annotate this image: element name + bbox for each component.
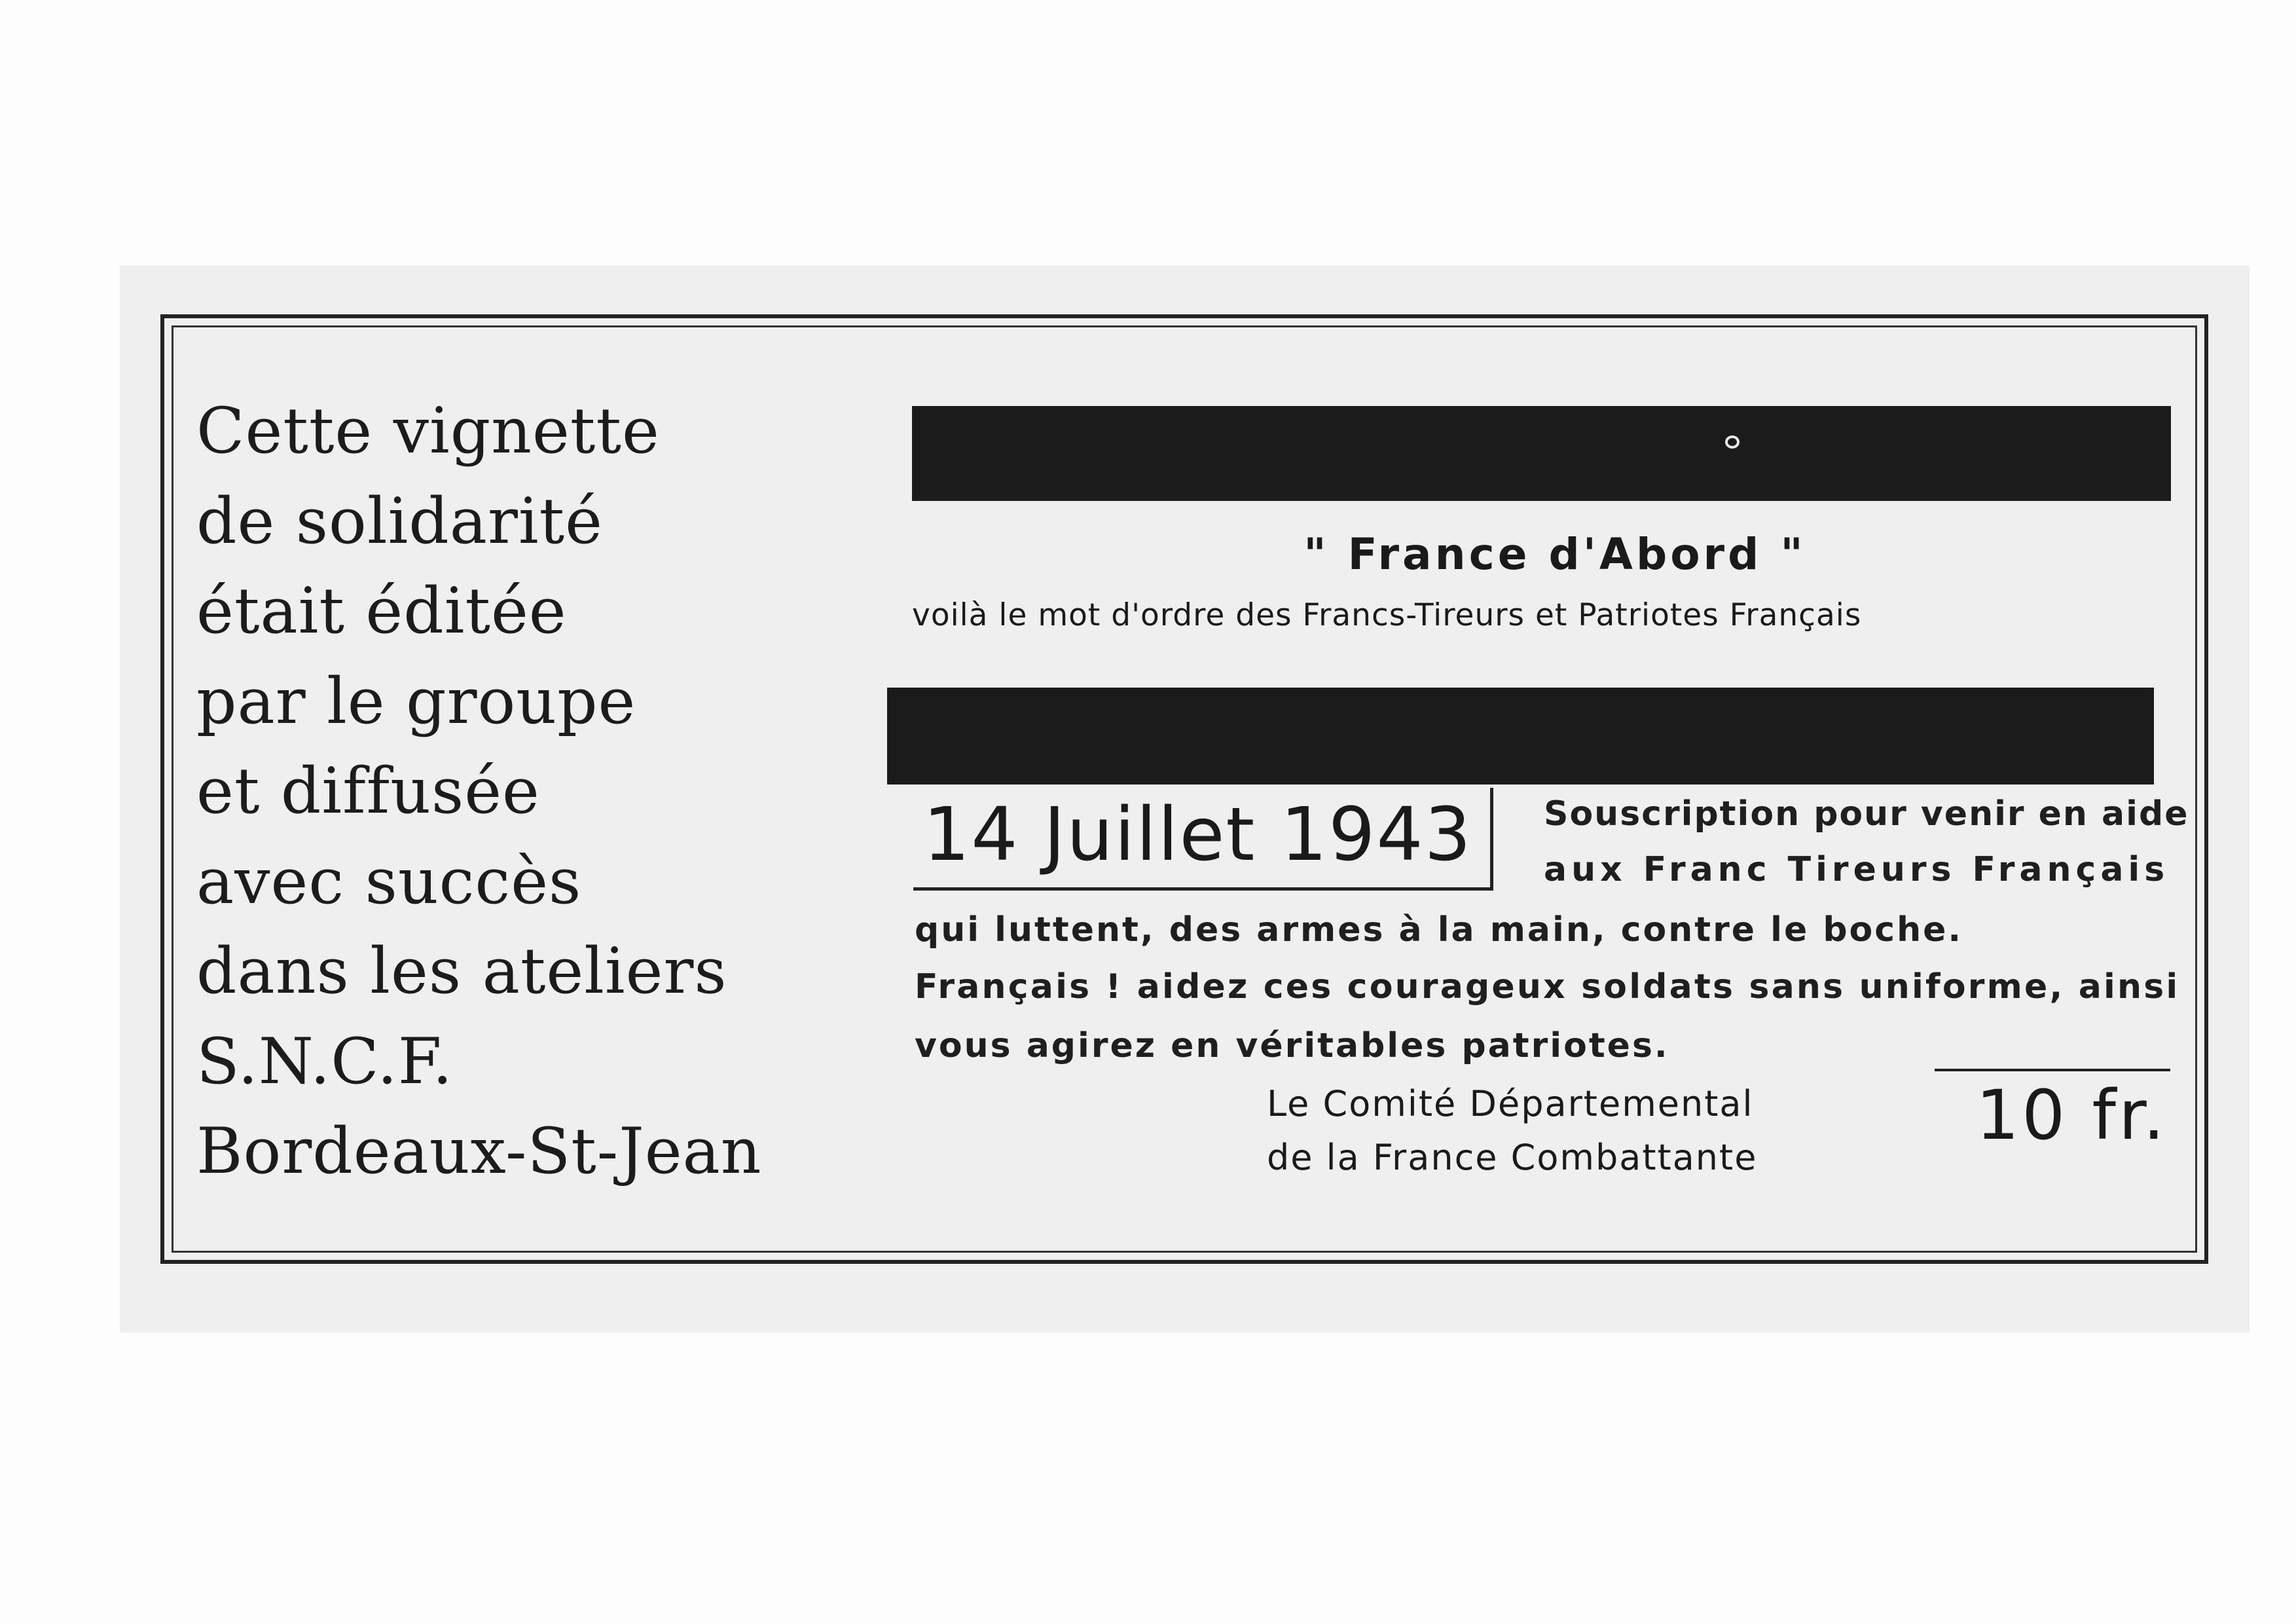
caption-line: et diffusée — [196, 754, 540, 828]
subscription-line: Souscription pour venir en aide — [1544, 794, 2189, 834]
signature-block — [1267, 1077, 1757, 1185]
price-label: 10 fr. — [1976, 1075, 2168, 1155]
appeal-line: qui luttent, des armes à la main, contre le boche. — [915, 910, 1963, 950]
caption-line: dans les ateliers — [196, 934, 727, 1008]
banner-dot-mark — [1725, 435, 1740, 449]
appeal-line: Français ! aidez ces courageux soldats sans uniforme, ainsi — [915, 967, 2180, 1006]
price-rule — [1935, 1069, 2170, 1071]
subscription-line: aux Franc Tireurs Français — [1544, 850, 2170, 889]
caption-line: Cette vignette — [196, 394, 660, 468]
vignette-slogan: " France d'Abord " — [1303, 529, 1806, 580]
caption-line: par le groupe — [196, 664, 636, 738]
caption-line: Bordeaux-St-Jean — [196, 1115, 762, 1188]
signature-line: de la France Combattante — [1267, 1137, 1758, 1178]
caption-line: de solidarité — [196, 484, 603, 558]
caption-line: avec succès — [196, 844, 582, 918]
signature-line: Le Comité Départemental — [1267, 1083, 1754, 1124]
vignette-date: 14 Juillet 1943 — [923, 792, 1472, 877]
black-banner-top — [912, 406, 2171, 501]
appeal-line: vous agirez en véritables patriotes. — [915, 1026, 1669, 1065]
vignette-motto: voilà le mot d'ordre des Francs-Tireurs et Patriotes Français — [912, 597, 1862, 633]
black-banner-middle — [887, 688, 2154, 784]
caption-line: S.N.C.F. — [196, 1024, 453, 1098]
caption-text — [196, 386, 890, 1197]
caption-line: était éditée — [196, 574, 567, 648]
